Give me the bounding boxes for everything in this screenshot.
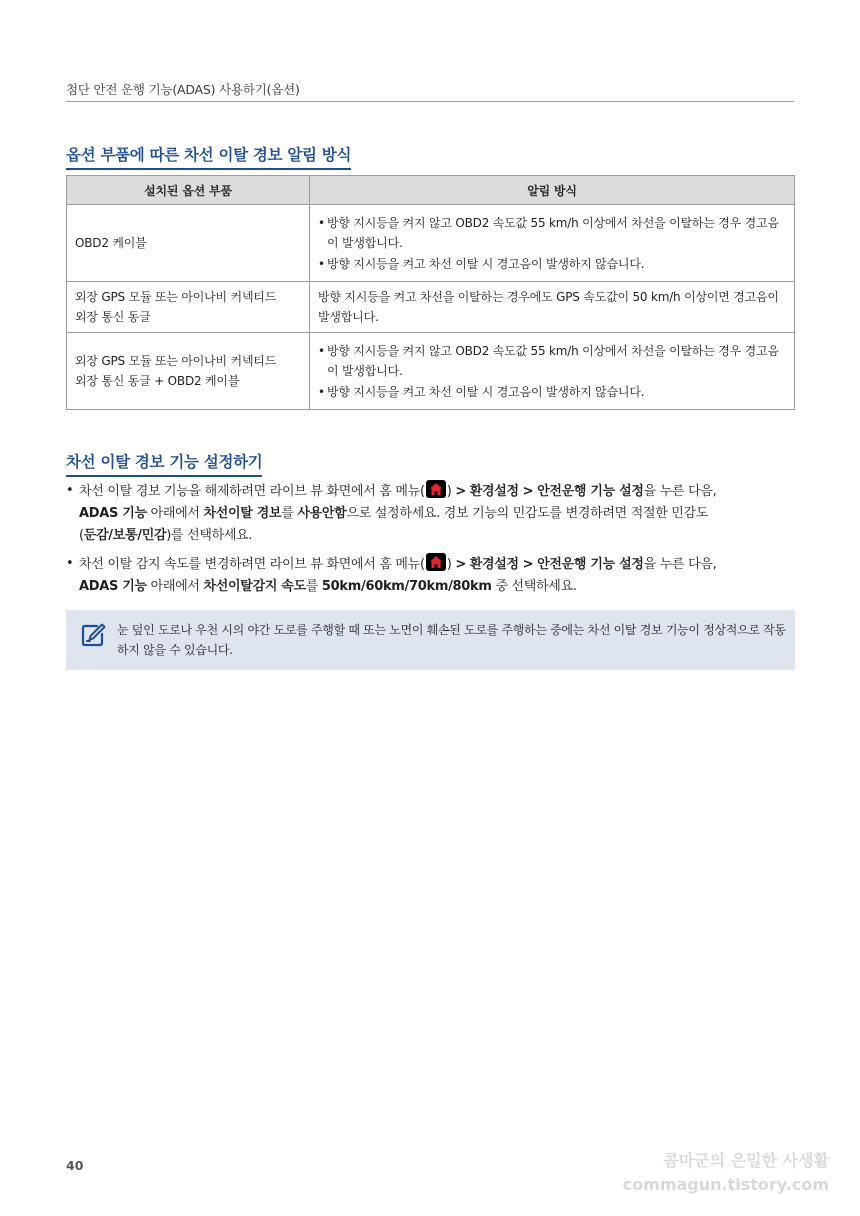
watermark-line: commagun.tistory.com	[622, 1175, 829, 1194]
menu-item-adas: ADAS 기능	[79, 579, 147, 594]
watermark	[623, 1149, 829, 1197]
note-box	[66, 610, 795, 670]
section-title-lane-departure-settings	[66, 450, 262, 477]
menu-item-lane-speed: 차선이탈감지 속도	[203, 579, 306, 594]
method-bullet: • 방향 지시등을 켜고 차선 이탈 시 경고음이 발생하지 않습니다.	[318, 254, 786, 274]
arrow-separator: >	[522, 557, 534, 572]
method-bullet: • 방향 지시등을 켜지 않고 OBD2 속도값 55 km/h 이상에서 차선을 이탈하는 경우 경고음이 발생합니다.	[318, 341, 786, 381]
arrow-separator: >	[455, 557, 466, 572]
part-line: OBD2 케이블	[75, 236, 147, 250]
home-icon	[426, 553, 446, 571]
section-title-text: 차선 이탈 경보 기능 설정하기	[66, 453, 263, 471]
method-bullet: • 방향 지시등을 켜고 차선 이탈 시 경고음이 발생하지 않습니다.	[318, 382, 786, 402]
method-cell	[310, 205, 795, 282]
part-cell	[67, 333, 310, 410]
part-line: 외장 GPS 모듈 또는 아이나비 커넥티드	[75, 354, 277, 368]
table-header-row	[67, 176, 795, 205]
part-line: 외장 통신 동글	[75, 310, 151, 324]
menu-path-safety: 안전운행 기능 설정	[537, 557, 644, 572]
arrow-separator: >	[455, 484, 466, 499]
page-number: 40	[66, 1158, 84, 1173]
running-header: 첨단 안전 운행 기능(ADAS) 사용하기(옵션)	[66, 82, 300, 97]
column-header-part: 설치된 옵션 부품	[67, 176, 310, 205]
table-row	[67, 205, 795, 282]
method-cell	[310, 333, 795, 410]
note-text: 눈 덮인 도로나 우천 시의 야간 도로를 주행할 때 또는 노면이 훼손된 도로를 주행하는 중에는 차선 이탈 경보 기능이 정상적으로 작동하지 않을 수 있습니다.	[117, 623, 786, 657]
part-cell	[67, 205, 310, 282]
method-cell: 방향 지시등을 켜고 차선을 이탈하는 경우에도 GPS 속도값이 50 km/h 이상이면 경고음이 발생합니다.	[310, 282, 795, 333]
table-row	[67, 282, 795, 333]
list-item: • 차선 이탈 경보 기능을 해제하려면 라이브 뷰 화면에서 홈 메뉴( ) > 환경설정 > 안전운행 기능 설정을 누른 다음, ADAS 기능 아래에서 차선이탈 경보를 사용안함으로 설정하세요. 경보 기능의 민감도를 변경하려면 적절한 민감도 (둔감/보통/민감)를 선택하세요.	[66, 480, 796, 547]
option-sensitivity: 둔감/보통/민감	[83, 528, 167, 543]
part-line: 외장 GPS 모듈 또는 아이나비 커넥티드	[75, 290, 277, 304]
home-icon	[426, 480, 446, 498]
arrow-separator: >	[522, 484, 534, 499]
table-row	[67, 333, 795, 410]
column-header-method: 알림 방식	[310, 176, 795, 205]
notification-method-table	[66, 175, 795, 410]
menu-item-adas: ADAS 기능	[79, 506, 147, 521]
part-cell	[67, 282, 310, 333]
section-title-text: 옵션 부품에 따른 차선 이탈 경보 알림 방식	[66, 146, 352, 164]
option-disable: 사용안함	[297, 506, 347, 521]
instruction-list	[66, 480, 796, 604]
option-speed-values: 50km/60km/70km/80km	[321, 579, 492, 594]
menu-item-lane-warning: 차선이탈 경보	[203, 506, 282, 521]
title-underline	[66, 475, 262, 477]
method-bullet: • 방향 지시등을 켜지 않고 OBD2 속도값 55 km/h 이상에서 차선을 이탈하는 경우 경고음이 발생합니다.	[318, 213, 786, 253]
watermark-line: 콤마군의 은밀한 사생활	[663, 1151, 829, 1170]
header-divider	[66, 101, 794, 102]
title-underline	[66, 168, 351, 170]
list-item: • 차선 이탈 감지 속도를 변경하려면 라이브 뷰 화면에서 홈 메뉴( ) > 환경설정 > 안전운행 기능 설정을 누른 다음, ADAS 기능 아래에서 차선이탈감지 속도를 50km/60km/70km/80km 중 선택하세요.	[66, 553, 796, 598]
pencil-note-icon	[80, 622, 106, 652]
part-line: 외장 통신 동글 + OBD2 케이블	[75, 374, 240, 388]
menu-path-safety: 안전운행 기능 설정	[537, 484, 644, 499]
section-title-notification-methods	[66, 143, 351, 170]
menu-path-settings: 환경설정	[469, 484, 519, 499]
menu-path-settings: 환경설정	[469, 557, 519, 572]
